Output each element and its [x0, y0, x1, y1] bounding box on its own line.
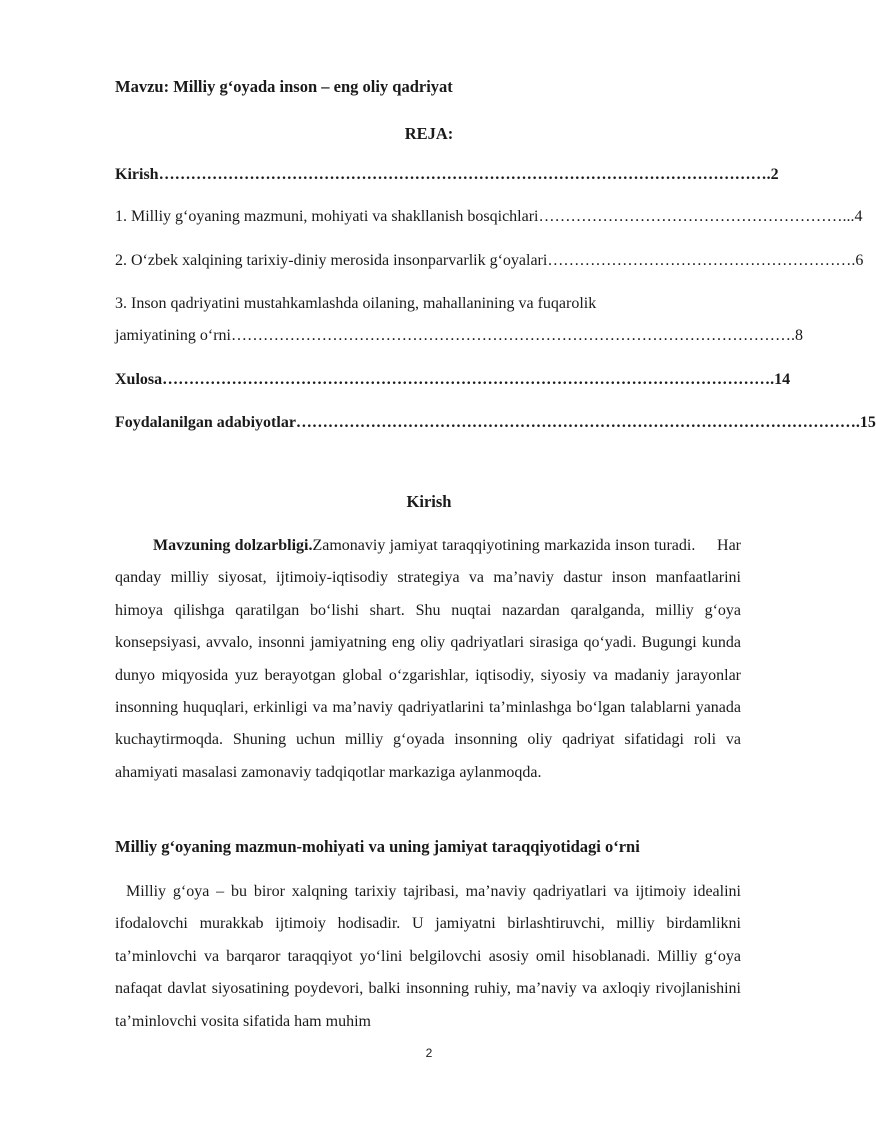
toc-page: .14	[770, 371, 791, 388]
toc-page: .2	[766, 166, 779, 183]
intro-paragraph	[115, 530, 746, 789]
toc-entry-kirish	[115, 165, 779, 185]
topic-title: Mavzu: Milliy g‘oyada inson – eng oliy qadriyat	[115, 77, 453, 96]
toc-page: ...4	[842, 208, 863, 225]
toc-entry-adabiyotlar	[115, 413, 876, 433]
intro-lead: Mavzuning dolzarbligi.	[153, 537, 313, 554]
page-number: 2	[425, 1046, 433, 1060]
toc-label: Foydalanilgan adabiyotlar	[115, 414, 296, 431]
toc-entry-3	[115, 294, 803, 346]
toc-label: Kirish	[115, 166, 159, 183]
section-heading-kirish: Kirish	[406, 492, 452, 511]
toc-entry-1	[115, 207, 863, 227]
toc-page: .6	[851, 252, 864, 269]
toc-entry-2	[115, 251, 864, 271]
toc-label: Xulosa	[115, 371, 163, 388]
toc-leader: ……………………………………………………………………………………………	[230, 327, 791, 344]
section-paragraph: Milliy g‘oya – bu biror xalqning tarixiy tajribasi, ma’naviy qadriyatlari va ijtimoiy idealini ifodalovchi murakkab ijtimoiy hodisadir. U jamiyatni birlashtiruvchi, milliy birdamlikni ta’minlovchi va barqaror taraqqiyot yo‘lini belgilovchi asosiy omil hisoblanadi. Milliy g‘oya nafaqat davlat siyosatining poydevori, balki insonning ruhiy, ma’naviy va axloqiy rivojlanishini ta’minlovchi vosita sifatida ham muhim	[115, 883, 741, 1030]
toc-label: 2. O‘zbek xalqining tarixiy-diniy merosida insonparvarlik g‘oyalari	[115, 252, 548, 269]
toc-entry-xulosa	[115, 370, 791, 390]
toc-label: 1. Milliy g‘oyaning mazmuni, mohiyati va shakllanish bosqichlari	[115, 208, 539, 225]
intro-text: Zamonaviy jamiyat taraqqiyotining markazida inson turadi. Har qanday milliy siyosat, ijtimoiy-iqtisodiy strategiya va ma’naviy dastur inson manfaatlarini himoya qilishga qaratilgan bo‘lishi shart. Shu nuqtai nazardan qaralganda, milliy g‘oya konsepsiyasi, avvalo, insonni jamiyatning eng oliy qadriyatlari sirasiga qo‘yadi. Bugungi kunda dunyo miqyosida yuz berayotgan global o‘zgarishlar, iqtisodiy, siyosiy va madaniy jarayonlar insonning huquqlari, erkinligi va ma’naviy qadriyatlarini ta’minlashga bo‘lgan talablarni yanada kuchaytirmoqda. Shuning uchun milliy g‘oyada insonning oliy qadriyat sifatidagi roli va ahamiyati masalasi zamonaviy tadqiqotlar markaziga aylanmoqda.	[115, 537, 746, 781]
toc-label: jamiyatining o‘rni	[115, 327, 231, 344]
section-heading: Milliy g‘oyaning mazmun-mohiyati va uning jamiyat taraqqiyotidagi o‘rni	[115, 837, 640, 856]
toc-label-line1: 3. Inson qadriyatini mustahkamlashda oilaning, mahallanining va fuqarolik	[115, 295, 597, 312]
toc-leader: …………………………………………………	[547, 252, 852, 269]
toc-page: .8	[790, 327, 803, 344]
plan-title: REJA:	[404, 124, 454, 143]
toc-leader: ……………………………………………………………………………………………………	[162, 371, 771, 388]
toc-leader: ……………………………………………………………………………………………	[295, 414, 856, 431]
toc-leader: ……………………………………………………………………………………………………	[158, 166, 767, 183]
toc-page: .15	[855, 414, 876, 431]
toc-leader: …………………………………………………	[538, 208, 843, 225]
